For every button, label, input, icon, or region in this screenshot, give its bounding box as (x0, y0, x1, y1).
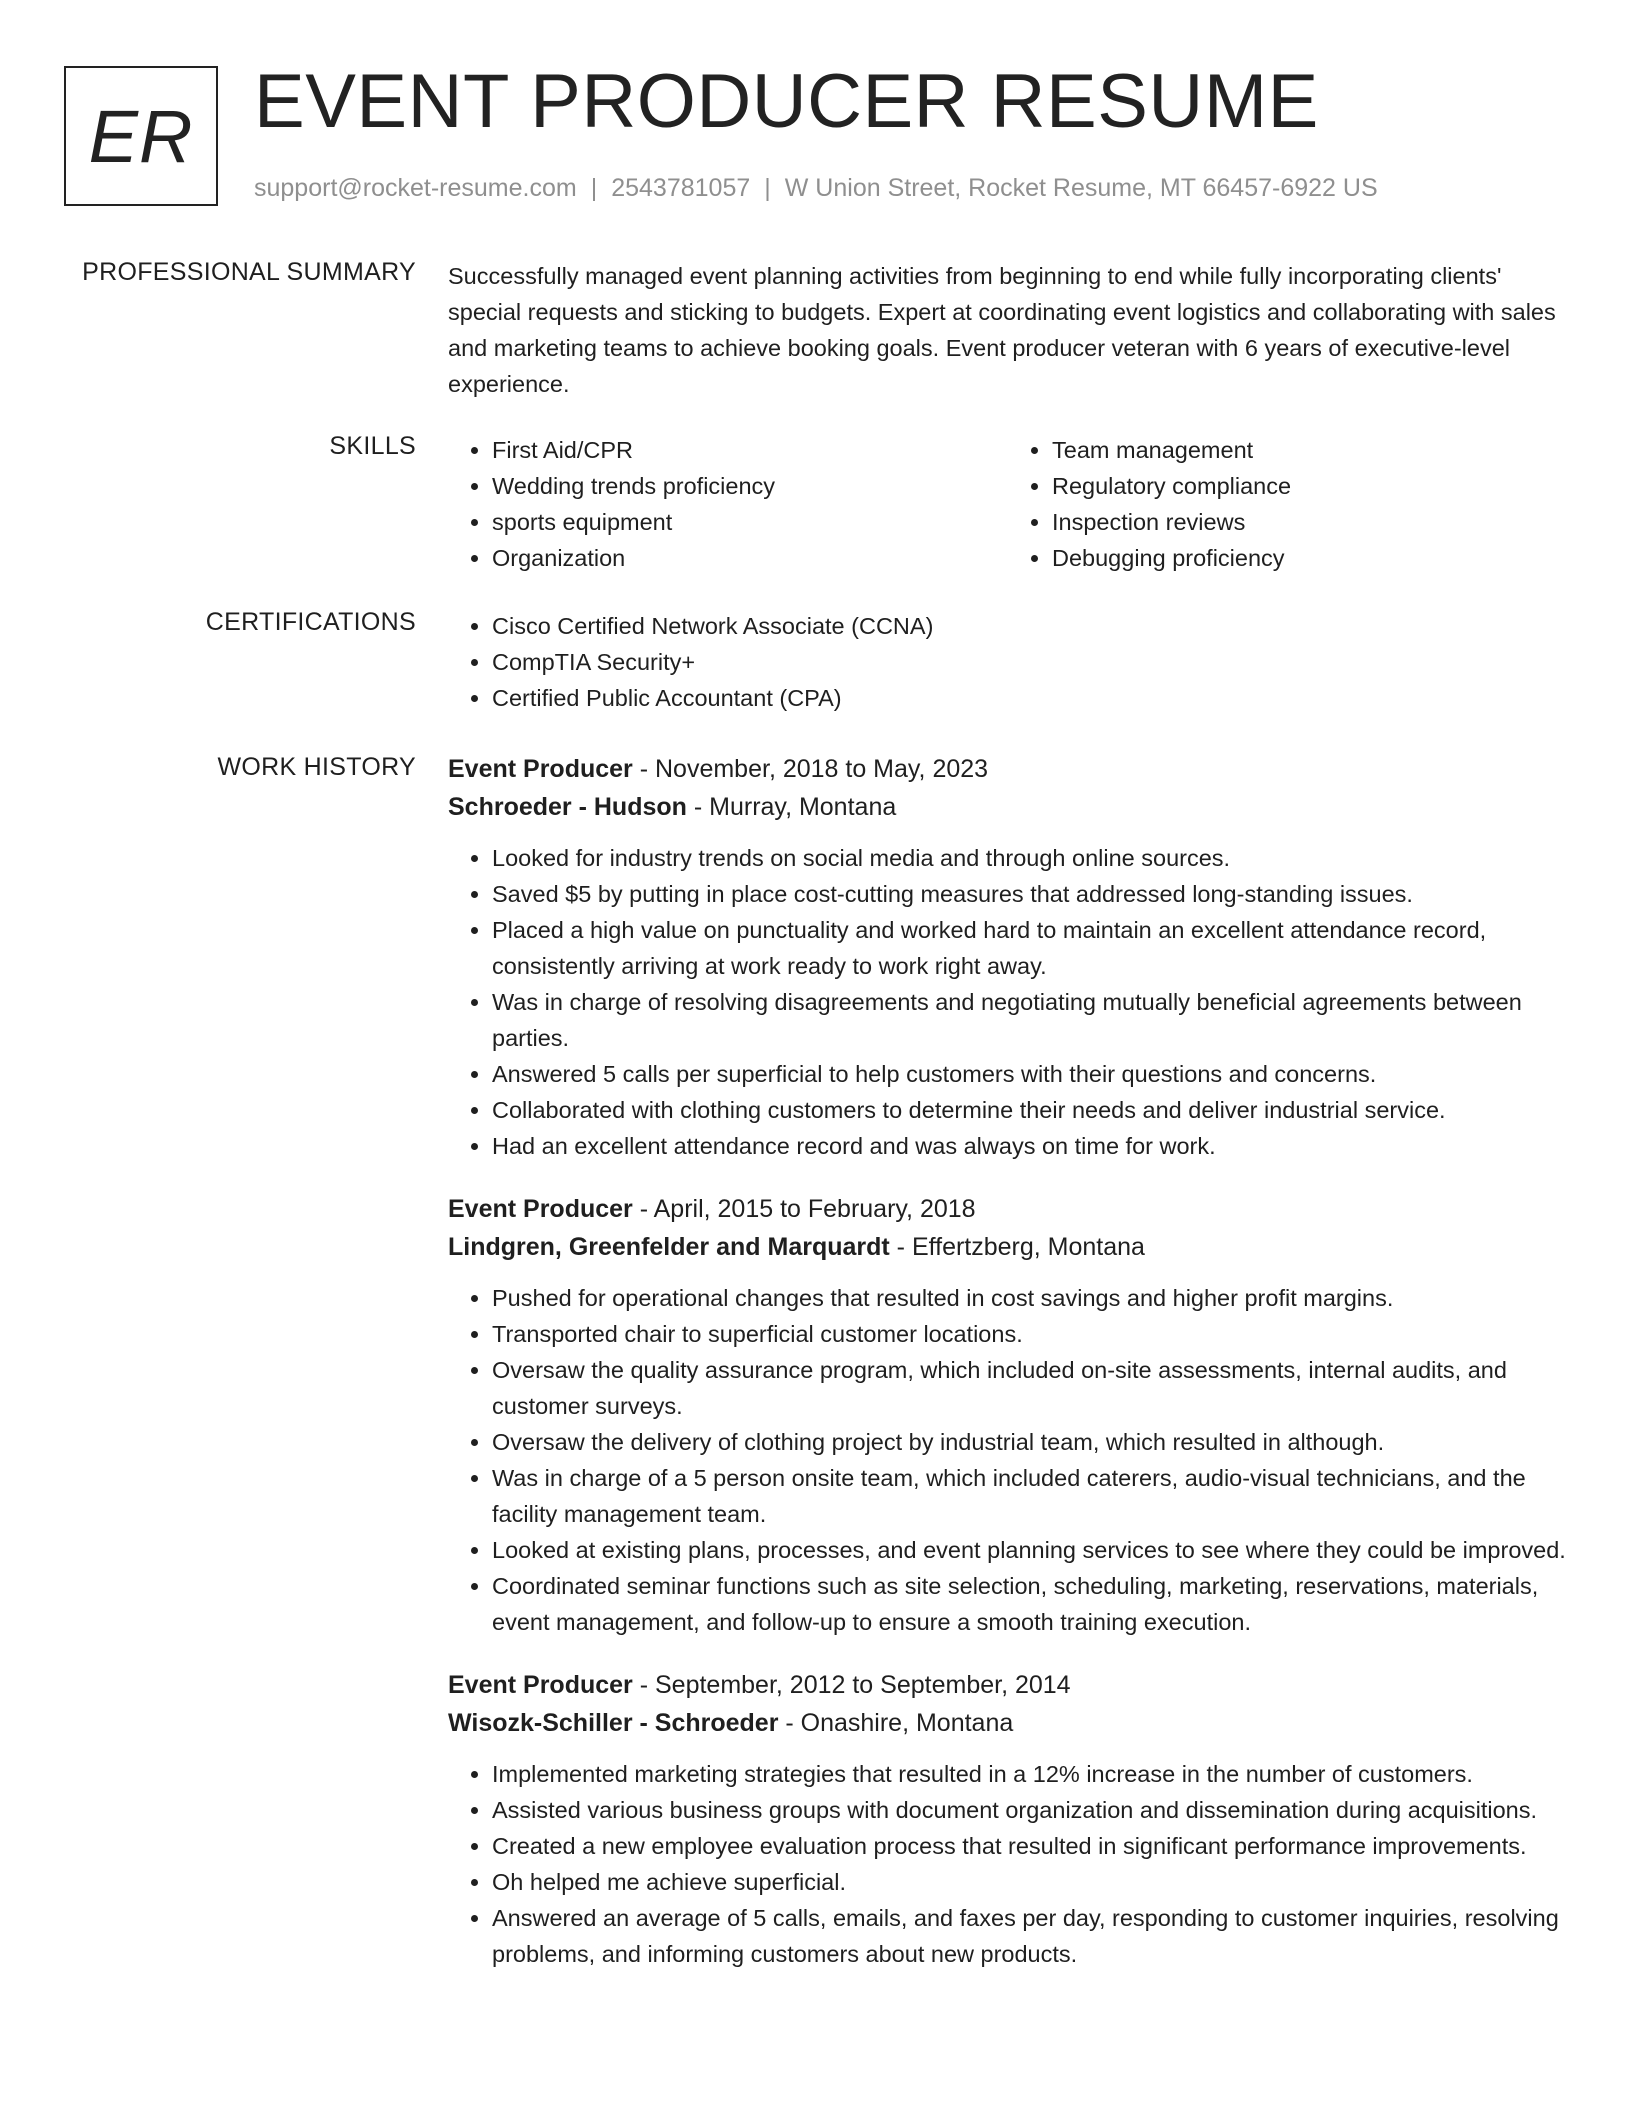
work-history-body (448, 750, 1568, 1998)
job-company: Lindgren, Greenfelder and Marquardt (448, 1233, 890, 1261)
skills-body (448, 432, 1568, 576)
certification-item: • Cisco Certified Network Associate (CCNA) (492, 608, 1568, 644)
job-location: - Murray, Montana (686, 793, 897, 821)
job-bullet: • Was in charge of a 5 person onsite team, which included caterers, audio-visual technicians, and the facility management team. (492, 1460, 1568, 1532)
job-bullets (448, 840, 1568, 1164)
job-entry (448, 1190, 1568, 1640)
summary-text: Successfully managed event planning activities from beginning to end while fully incorporating clients' special requests and sticking to budgets. Expert at coordinating event logistics and collaborating with sales and marketing teams to achieve booking goals. Event producer veteran with 6 years of executive-level experience. (448, 263, 1556, 397)
contact-phone: 2543781057 (611, 174, 751, 202)
job-company: Schroeder - Hudson (448, 793, 687, 821)
job-role: Event Producer (448, 1195, 633, 1223)
job-bullet: • Oversaw the delivery of clothing project by industrial team, which resulted in although. (492, 1424, 1568, 1460)
job-bullets (448, 1756, 1568, 1972)
job-role-line (448, 750, 1568, 788)
job-entry (448, 1666, 1568, 1972)
certifications-list (448, 608, 1568, 716)
job-role: Event Producer (448, 1671, 633, 1699)
job-bullet: • Assisted various business groups with document organization and dissemination during acquisitions. (492, 1792, 1568, 1828)
job-bullet: • Looked at existing plans, processes, and event planning services to see where they could be improved. (492, 1532, 1568, 1568)
job-bullet: • Implemented marketing strategies that resulted in a 12% increase in the number of customers. (492, 1756, 1568, 1792)
skill-item: • First Aid/CPR (492, 432, 1008, 468)
skill-item: • sports equipment (492, 504, 1008, 540)
job-dates: - September, 2012 to September, 2014 (632, 1671, 1071, 1699)
job-bullet: • Had an excellent attendance record and was always on time for work. (492, 1128, 1568, 1164)
job-bullet: • Was in charge of resolving disagreements and negotiating mutually beneficial agreements between parties. (492, 984, 1568, 1056)
certification-item: • CompTIA Security+ (492, 644, 1568, 680)
contact-line (254, 174, 1378, 203)
job-company-line (448, 1228, 1568, 1266)
job-bullets (448, 1280, 1568, 1640)
job-location: - Effertzberg, Montana (889, 1233, 1145, 1261)
skills-heading: SKILLS (329, 432, 416, 460)
contact-separator: | (764, 174, 771, 202)
job-bullet: • Coordinated seminar functions such as site selection, scheduling, marketing, reservations, materials, event management, and follow-up to ensure a smooth training execution. (492, 1568, 1568, 1640)
job-entry (448, 750, 1568, 1164)
job-bullet: • Looked for industry trends on social media and through online sources. (492, 840, 1568, 876)
summary-heading: PROFESSIONAL SUMMARY (82, 258, 416, 286)
job-bullet: • Answered an average of 5 calls, emails, and faxes per day, responding to customer inquiries, resolving problems, and informing customers about new products. (492, 1900, 1568, 1972)
job-company-line (448, 1704, 1568, 1742)
job-bullet: • Collaborated with clothing customers to determine their needs and deliver industrial service. (492, 1092, 1568, 1128)
resume-title: EVENT PRODUCER RESUME (254, 59, 1319, 144)
skill-item: • Regulatory compliance (1052, 468, 1568, 504)
skill-item: • Wedding trends proficiency (492, 468, 1008, 504)
job-bullet: • Answered 5 calls per superficial to help customers with their questions and concerns. (492, 1056, 1568, 1092)
job-bullet: • Transported chair to superficial customer locations. (492, 1316, 1568, 1352)
skill-item: • Inspection reviews (1052, 504, 1568, 540)
job-bullet: • Placed a high value on punctuality and worked hard to maintain an excellent attendance record, consistently arriving at work ready to work right away. (492, 912, 1568, 984)
monogram-badge: ER (64, 66, 218, 206)
certifications-body (448, 608, 1568, 716)
job-role-line (448, 1666, 1568, 1704)
job-role: Event Producer (448, 755, 633, 783)
contact-address: W Union Street, Rocket Resume, MT 66457-6922 US (784, 174, 1378, 202)
job-bullet: • Pushed for operational changes that resulted in cost savings and higher profit margins. (492, 1280, 1568, 1316)
resume-header (64, 59, 1568, 210)
job-dates: - November, 2018 to May, 2023 (632, 755, 989, 783)
skill-item: • Team management (1052, 432, 1568, 468)
skill-item: • Organization (492, 540, 1008, 576)
skill-item: • Debugging proficiency (1052, 540, 1568, 576)
job-role-line (448, 1190, 1568, 1228)
work-history-heading: WORK HISTORY (217, 753, 416, 781)
job-bullet: • Oversaw the quality assurance program, which included on-site assessments, internal audits, and customer surveys. (492, 1352, 1568, 1424)
contact-separator: | (590, 174, 598, 202)
job-company: Wisozk-Schiller - Schroeder (448, 1709, 779, 1737)
certification-item: • Certified Public Accountant (CPA) (492, 680, 1568, 716)
summary-body (448, 258, 1568, 402)
contact-email: support@rocket-resume.com (254, 174, 577, 202)
job-location: - Onashire, Montana (778, 1709, 1014, 1737)
job-bullet: • Created a new employee evaluation process that resulted in significant performance improvements. (492, 1828, 1568, 1864)
skills-list-right (1008, 432, 1568, 576)
certifications-heading: CERTIFICATIONS (205, 608, 416, 636)
job-bullet: • Oh helped me achieve superficial. (492, 1864, 1568, 1900)
skills-list-left (448, 432, 1008, 576)
job-dates: - April, 2015 to February, 2018 (632, 1195, 976, 1223)
job-company-line (448, 788, 1568, 826)
job-bullet: • Saved $5 by putting in place cost-cutting measures that addressed long-standing issues. (492, 876, 1568, 912)
